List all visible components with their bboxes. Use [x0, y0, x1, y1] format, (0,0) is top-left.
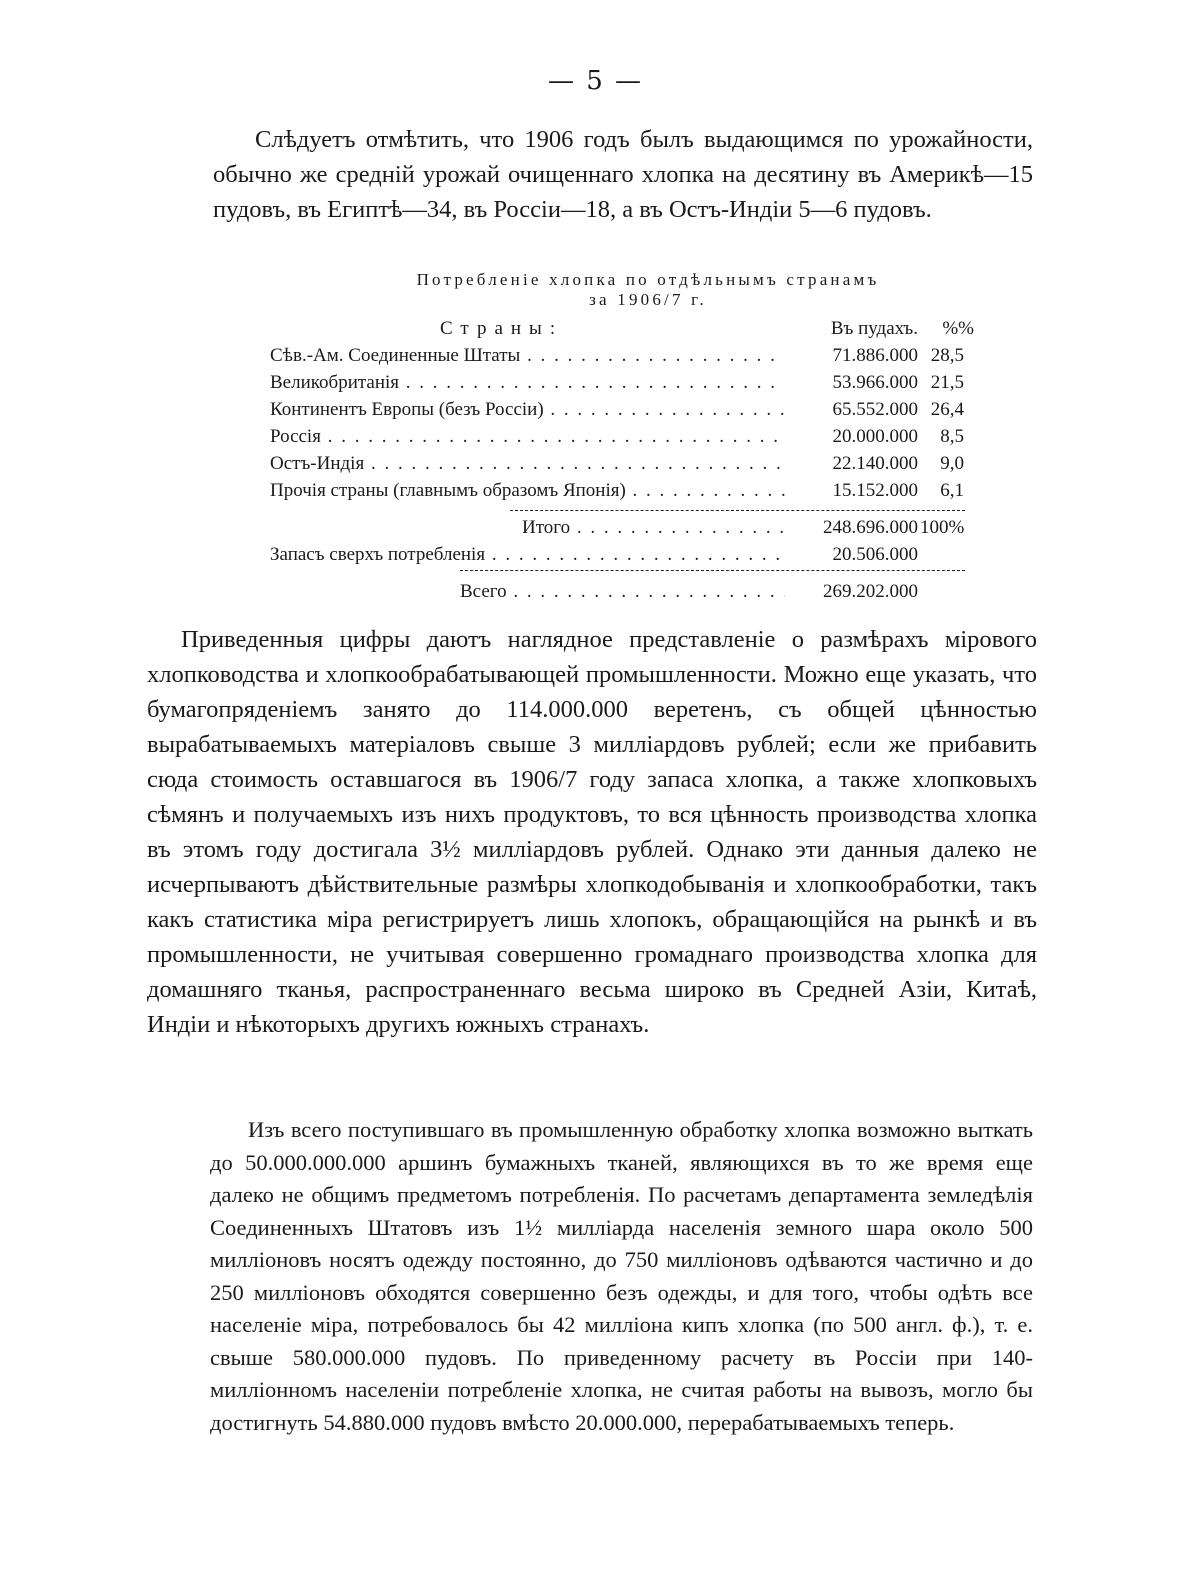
paragraph-cotton-industry: Приведенныя цифры даютъ наглядное представленіе о размѣрахъ мірового хлопководства и хлопкообрабатывающей промышленности. Можно еще указать, что бумагопряденіемъ занято до 114.000.000 веретенъ, съ общей цѣнностью вырабатываемыхъ матеріаловъ свыше 3 милліардовъ рублей; если же прибавить сюда стоимость оставшагося въ 1906/7 году запаса хлопка, а также хлопковыхъ сѣмянъ и получаемыхъ изъ нихъ продуктовъ, то вся цѣнность производства хлопка въ этомъ году достигала 3½ милліардовъ рублей. Однако эти данныя далеко не исчерпываютъ дѣйствительные размѣры хлопкодобыванія и хлопкообработки, такъ какъ статистика міра регистрируетъ лишь хлопокъ, обращающійся на рынкѣ и въ промышленности, не учитывая совершенно громаднаго производства хлопка для домашняго тканья, распространеннаго весьма широко въ Средней Азіи, Китаѣ, Индіи и нѣкоторыхъ другихъ южныхъ странахъ.: [147, 626, 1037, 1038]
header-percent: %%: [942, 318, 974, 339]
grand-total-rule: [460, 570, 965, 571]
total-percent: 100%: [920, 517, 964, 538]
table-row: [270, 423, 970, 450]
row-country: Сѣв.-Ам. Соединенные Штаты . . .: [270, 345, 785, 366]
header-country: Страны:: [440, 318, 564, 339]
consumption-table: [270, 315, 974, 605]
table-title-line1: Потребленіе хлопка по отдѣльнымъ странамъ: [416, 270, 880, 289]
table-header-row: [270, 315, 974, 342]
table-row: [270, 342, 970, 369]
table-row: [270, 396, 970, 423]
page-number: — 5 —: [547, 66, 644, 96]
row-poods: 65.552.000: [832, 399, 918, 420]
row-country: Прочія страны (главнымъ образомъ Японія) . . .: [270, 480, 785, 501]
row-poods: 20.000.000: [832, 426, 918, 447]
subtotal-rule: [510, 510, 965, 511]
total-label: Итого . . .: [522, 517, 785, 538]
row-country: Россія . . .: [270, 426, 785, 447]
row-percent: 28,5: [930, 345, 964, 366]
total-row: [270, 514, 970, 541]
row-poods: 71.886.000: [832, 345, 918, 366]
row-country: Континентъ Европы (безъ Россіи) . . .: [270, 399, 785, 420]
table-title: [328, 270, 968, 310]
reserve-row: [270, 541, 970, 568]
table-row: [270, 369, 970, 396]
row-percent: 21,5: [930, 372, 964, 393]
row-percent: 6,1: [940, 480, 964, 501]
table-row: [270, 450, 970, 477]
paragraph-harvest: Слѣдуетъ отмѣтить, что 1906 годъ былъ выдающимся по урожайности, обычно же средній урожай очищеннаго хлопка на десятину въ Америкѣ—15 пудовъ, въ Египтѣ—34, въ Россіи—18, а въ Остъ-Индіи 5—6 пудовъ.: [213, 126, 1033, 223]
row-percent: 8,5: [940, 426, 964, 447]
table-title-line2: за 1906/7 г.: [589, 290, 707, 309]
row-country: Великобританія . . .: [270, 372, 785, 393]
row-percent: 26,4: [930, 399, 964, 420]
table-row: [270, 477, 970, 504]
grand-total-poods: 269.202.000: [823, 581, 918, 602]
header-poods: Въ пудахъ.: [830, 318, 918, 339]
row-poods: 53.966.000: [832, 372, 918, 393]
paragraph-fabric-estimate: Изъ всего поступившаго въ промышленную обработку хлопка возможно выткать до 50.000.000.000 аршинъ бумажныхъ тканей, являющихся въ то же время еще далеко не общимъ предметомъ потребленія. По расчетамъ департамента земледѣлія Соединенныхъ Штатовъ изъ 1½ милліарда населенія земного шара около 500 милліоновъ носятъ одежду постоянно, до 750 милліоновъ одѣваются частично и до 250 милліоновъ обходятся совершенно безъ одежды, и для того, чтобы одѣть все населеніе міра, потребовалось бы 42 милліона кипъ хлопка (по 500 англ. ф.), т. е. свыше 580.000.000 пудовъ. По приведенному расчету въ Россіи при 140-милліонномъ населеніи потребленіе хлопка, не считая работы на вывозъ, могло бы достигнуть 54.880.000 пудовъ вмѣсто 20.000.000, перерабатываемыхъ теперь.: [210, 1117, 1033, 1435]
grand-total-label: Всего . . .: [460, 581, 785, 602]
row-poods: 22.140.000: [832, 453, 918, 474]
grand-total-row: [270, 578, 970, 605]
total-poods: 248.696.000: [823, 517, 918, 538]
reserve-label: Запасъ сверхъ потребленія . . .: [270, 544, 785, 565]
reserve-poods: 20.506.000: [832, 544, 918, 565]
row-country: Остъ-Индія . . .: [270, 453, 785, 474]
row-percent: 9,0: [940, 453, 964, 474]
row-poods: 15.152.000: [832, 480, 918, 501]
